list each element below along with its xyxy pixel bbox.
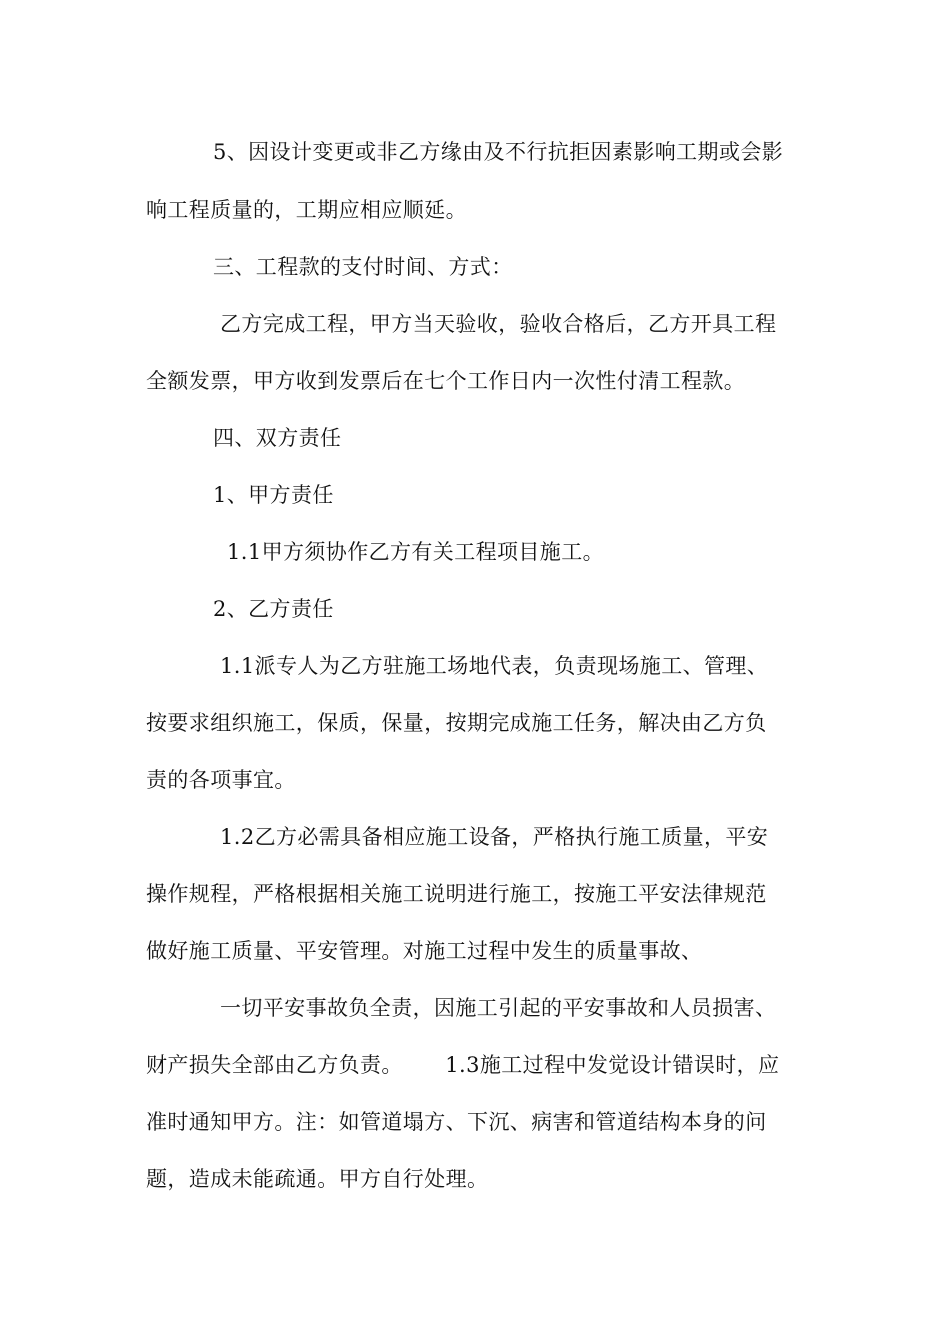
paragraph-line: 响工程质量的，工期应相应顺延。 <box>146 198 467 222</box>
paragraph-line: 准时通知甲方。注：如管道塌方、下沉、病害和管道结构本身的问 <box>146 1110 767 1134</box>
section-heading: 四、双方责任 <box>213 426 342 450</box>
paragraph-line: 按要求组织施工，保质，保量，按期完成施工任务，解决由乙方负 <box>146 711 767 735</box>
paragraph-line: 1.1甲方须协作乙方有关工程项目施工。 <box>227 540 604 564</box>
paragraph-line: 责的各项事宜。 <box>146 768 296 792</box>
paragraph-line: 题，造成未能疏通。甲方自行处理。 <box>146 1167 489 1191</box>
subsection-heading: 2、乙方责任 <box>213 597 334 621</box>
paragraph-line: 做好施工质量、平安管理。对施工过程中发生的质量事故、 <box>146 939 703 963</box>
paragraph-line: 操作规程，严格根据相关施工说明进行施工，按施工平安法律规范 <box>146 882 767 906</box>
section-heading: 三、工程款的支付时间、方式： <box>213 255 513 279</box>
paragraph-line: 1.1派专人为乙方驻施工场地代表，负责现场施工、管理、 <box>220 654 769 678</box>
paragraph-line: 全额发票，甲方收到发票后在七个工作日内一次性付清工程款。 <box>146 369 746 393</box>
paragraph-line: 1.2乙方必需具备相应施工设备，严格执行施工质量，平安 <box>220 825 769 849</box>
paragraph-line: 财产损失全部由乙方负责。 1.3施工过程中发觉设计错误时，应 <box>146 1053 780 1077</box>
subsection-heading: 1、甲方责任 <box>213 483 334 507</box>
paragraph-line: 乙方完成工程，甲方当天验收，验收合格后，乙方开具工程 <box>220 312 777 336</box>
paragraph-line: 一切平安事故负全责，因施工引起的平安事故和人员损害、 <box>220 996 777 1020</box>
paragraph-line: 5、因设计变更或非乙方缘由及不行抗拒因素影响工期或会影 <box>213 140 784 164</box>
